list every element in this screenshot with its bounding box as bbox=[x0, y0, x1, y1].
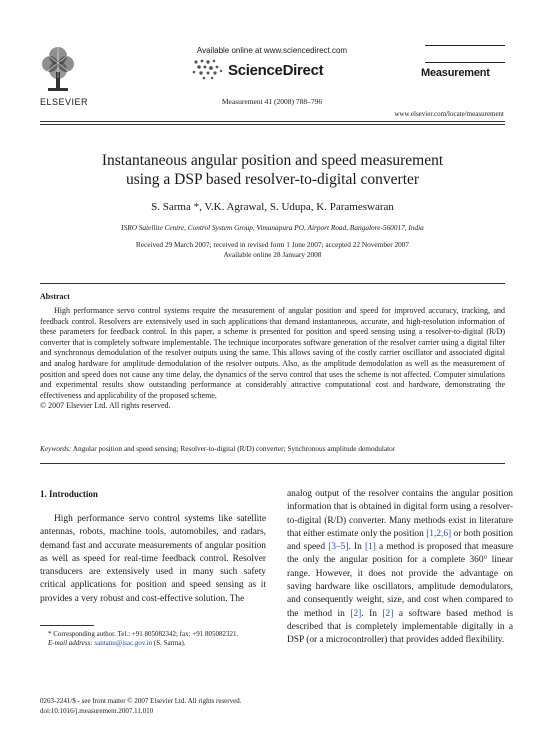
right-column bbox=[287, 488, 513, 648]
header-divider bbox=[40, 121, 505, 122]
abstract-top-divider bbox=[40, 283, 505, 284]
citation-link[interactable]: [2] bbox=[382, 608, 394, 619]
sciencedirect-dots-icon bbox=[190, 58, 226, 80]
abstract-bottom-divider bbox=[40, 463, 505, 464]
sciencedirect-logo: ScienceDirect bbox=[228, 62, 324, 79]
issn-doi-block bbox=[40, 697, 241, 716]
journal-brand: Measurement bbox=[421, 67, 490, 79]
article-authors: S. Sarma *, V.K. Agrawal, S. Udupa, K. Parameswaran bbox=[151, 201, 394, 213]
doi-link[interactable]: doi:10.1016/j.measurement.2007.11.010 bbox=[40, 706, 154, 715]
journal-url-link[interactable]: www.elsevier.com/locate/measurement bbox=[394, 110, 504, 118]
brand-rule-bottom bbox=[425, 62, 505, 63]
title-line-1: Instantaneous angular position and speed measurement bbox=[101, 152, 444, 169]
article-dates bbox=[40, 240, 505, 260]
keywords-label: Keywords: bbox=[40, 444, 72, 453]
received-dates: Received 29 March 2007; received in revised form 1 June 2007; accepted 22 November 2007 bbox=[135, 240, 410, 249]
citation-link[interactable]: [3–5] bbox=[328, 542, 349, 553]
publisher-name: ELSEVIER bbox=[40, 97, 89, 107]
online-date: Available online 28 January 2008 bbox=[223, 250, 322, 259]
footnote-email: E-mail address: santanu@isac.gov.in (S. Sarma). bbox=[48, 639, 186, 647]
citation-link[interactable]: [1] bbox=[364, 542, 376, 553]
abstract-heading: Abstract bbox=[40, 292, 70, 301]
abstract-copyright: © 2007 Elsevier Ltd. All rights reserved. bbox=[40, 401, 171, 411]
keywords-list: Angular position and speed sensing; Resolver-to-digital (R/D) converter; Synchronous amplitude demodulator bbox=[72, 444, 396, 453]
email-link[interactable]: santanu@isac.gov.in bbox=[94, 639, 153, 647]
article-title bbox=[40, 151, 505, 189]
footnote-contact: * Corresponding author. Tel.: +91 805082342; fax: +91 805082321. bbox=[48, 630, 239, 638]
journal-reference: Measurement 41 (2008) 788–796 bbox=[221, 97, 323, 106]
abstract-body bbox=[40, 306, 505, 412]
section-heading-introduction: 1. Introduction bbox=[40, 489, 98, 499]
issn-line: 0263-2241/$ - see front matter © 2007 Elsevier Ltd. All rights reserved. bbox=[40, 697, 242, 705]
intro-paragraph-left: High performance servo control systems like satellite antennas, robots, machine tools, automobiles, and radars, demand fast and accurate measurements of angular position as well as speed for real-time feedback control. Resolver transducers are extensively used in many such safety critical applications for position and speed sensing as it provides a very robust and cost-effective solution. The bbox=[40, 514, 266, 604]
author-affiliation: ISRO Satellite Centre, Control System Group, Vimanapura PO, Airport Road, Bangalore-560017, India bbox=[121, 223, 424, 232]
intro-paragraph-right: analog output of the resolver contains the angular position information that is obtained in digital form using a resolver-to-digital (R/D) converter. Many methods exist in literature that either estimate only the position [1,2,6] or both position and speed [3–5]. In [1] a method is proposed that measure the only the angular position for a complete 360° linear range. However, it does not provide the advantage on saving hardware like oscillators, amplitude demodulators, and consequently weight, size, and cost when compared to the method in [2]. In [2] a software based method is described that is completely implementable digitally in a DSP (or a microcontroller) that provides added flexibility. bbox=[287, 489, 514, 646]
available-online-text: Available online at www.sciencedirect.com bbox=[196, 46, 348, 55]
left-column bbox=[40, 488, 266, 606]
keywords-line bbox=[40, 444, 505, 453]
citation-link[interactable]: [2] bbox=[350, 608, 362, 619]
corresponding-author-footnote bbox=[40, 630, 266, 648]
abstract-paragraph: High performance servo control systems require the measurement of angular position and speed for improved accuracy, tracking, and feedback control. Resolvers are extensively used in such applications that demand instantaneous, accurate, and high-resolution information of these parameters for feedback control. In this paper, a scheme is presented for position and speed sensing using a resolver-to-digital (R/D) converter that is completely software implementable. The technique incorporates software generation of the resolver carrier using a digital filter and synchronous demodulation of the resolver outputs using the same. This allows saving of the costly carrier oscillator and associated digital and analog hardware for amplitude demodulation of the resolver outputs. Also, as the amplitude demodulation as well as the measurement of position and speed does not cause any time delay, the dynamics of the servo control that uses the scheme is not affected. Computer simulations and experimental results show outstanding performance at considerably attractive computational cost and hardware, demonstrating the effectiveness and applicability of the proposed scheme. bbox=[40, 306, 505, 400]
footnote-divider bbox=[40, 625, 94, 626]
title-line-2: using a DSP based resolver-to-digital converter bbox=[125, 171, 420, 188]
brand-rule-top bbox=[425, 45, 505, 46]
header-divider-thin bbox=[40, 124, 505, 125]
citation-link[interactable]: [1,2,6] bbox=[426, 528, 452, 539]
